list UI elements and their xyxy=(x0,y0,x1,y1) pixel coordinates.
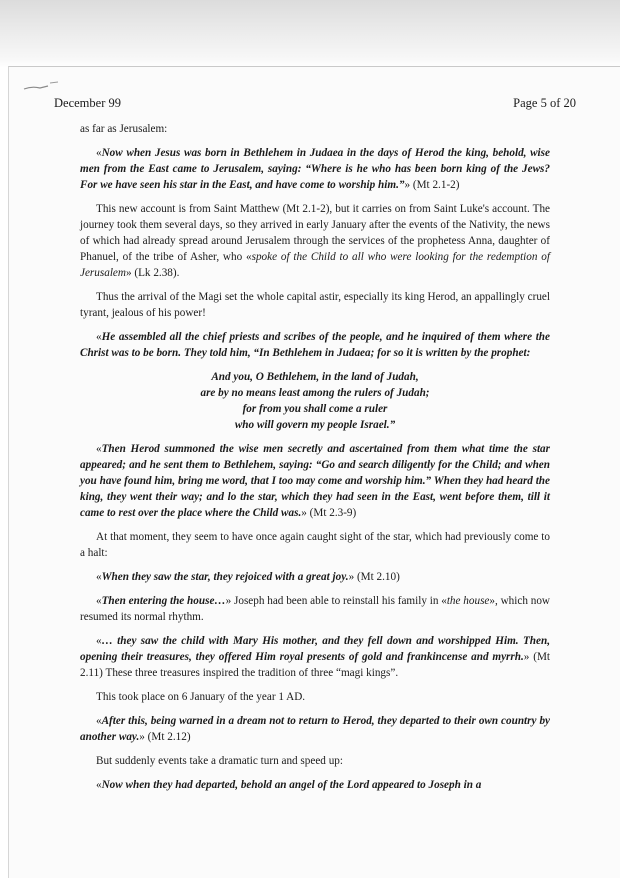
scripture-reference: (Mt 2.1-2) xyxy=(410,179,460,191)
paragraph-10 xyxy=(80,633,550,681)
paragraph-8 xyxy=(80,569,550,585)
open-quote: « xyxy=(96,443,102,455)
scripture-quote: After this, being warned in a dream not to return to Herod, they departed to their own country by another way. xyxy=(80,715,550,743)
scripture-quote: He assembled all the chief priests and scribes of the people, and he inquired of them where the Christ was to be born. They told him, “In Bethlehem in Judaea; for so it is written by the prophet: xyxy=(80,331,550,359)
scripture-quote: Now when Jesus was born in Bethlehem in Judaea in the days of Herod the king, behold, wise men from the East came to Jerusalem, saying: “Where is he who has been born king of the Jews? For we have seen his star in the East, and have come to worship him.” xyxy=(80,147,550,191)
prophecy-verse xyxy=(80,369,550,433)
verse-line: are by no means least among the rulers of Judah; xyxy=(200,387,430,399)
close-quote: » xyxy=(523,651,530,663)
scripture-quote: When they saw the star, they rejoiced with a great joy. xyxy=(101,571,349,583)
open-quote: « xyxy=(96,779,102,791)
open-quote: « xyxy=(96,635,102,647)
header-page-number: Page 5 of 20 xyxy=(513,96,576,110)
close-quote: » xyxy=(139,731,145,743)
page-header xyxy=(54,96,576,111)
paragraph-1: as far as Jerusalem: xyxy=(80,123,168,135)
paragraph-14 xyxy=(80,777,550,793)
open-quote: « xyxy=(96,715,102,727)
open-quote: « xyxy=(96,571,102,583)
verse-line: who will govern my people Israel.” xyxy=(234,419,396,431)
paragraph-text: (Mt 2.11) These three treasures inspired the tradition of three “magi kings”. xyxy=(80,651,550,679)
paragraph-3 xyxy=(80,201,550,281)
scripture-reference: » (Lk 2.38). xyxy=(125,267,180,279)
paragraph-4: Thus the arrival of the Magi set the whole capital astir, especially its king Herod, an appallingly cruel tyrant, jealous of his power! xyxy=(80,291,550,319)
scripture-quote: spoke of the Child to all who were looking for the redemption of Jerusalem xyxy=(80,251,550,279)
paragraph-9 xyxy=(80,593,550,625)
open-quote: « xyxy=(96,147,102,159)
scripture-quote: Then Herod summoned the wise men secretly and ascertained from them what time the star appeared; and he sent them to Bethlehem, saying: “Go and search diligently for the Child; and when you have found him, bring me word, that I too may come and worship him.” When they had heard the king, they went their way; and lo the star, which they had seen in the East, went before them, till it came to rest over the place where the Child was. xyxy=(80,443,550,519)
scan-background xyxy=(0,0,620,68)
verse-line: for from you shall come a ruler xyxy=(242,403,388,415)
scripture-quote: the house xyxy=(446,595,490,607)
close-quote: » xyxy=(404,179,411,191)
scripture-reference: (Mt 2.12) xyxy=(144,731,191,743)
scripture-reference: (Mt 2.10) xyxy=(354,571,400,583)
close-quote: » xyxy=(301,507,307,519)
paragraph-2 xyxy=(80,145,550,193)
scripture-reference: (Mt 2.3-9) xyxy=(306,507,357,519)
paragraph-7: At that moment, they seem to have once again caught sight of the star, which had previously come to a halt: xyxy=(80,531,550,559)
document-body xyxy=(80,121,550,801)
paragraph-5 xyxy=(80,329,550,361)
scripture-quote: Then entering the house… xyxy=(101,595,226,607)
paragraph-13: But suddenly events take a dramatic turn and speed up: xyxy=(96,755,343,767)
scripture-quote: … they saw the child with Mary His mother, and they fell down and worshipped Him. Then, opening their treasures, they offered Him royal presents of gold and frankincense and myrrh. xyxy=(80,635,550,663)
verse-line: And you, O Bethlehem, in the land of Judah, xyxy=(211,371,419,383)
paragraph-text: », which now resumed its normal rhythm. xyxy=(80,595,550,623)
open-quote: « xyxy=(96,331,102,343)
paragraph-6 xyxy=(80,441,550,521)
close-quote: » xyxy=(348,571,355,583)
paragraph-11: This took place on 6 January of the year 1 AD. xyxy=(96,691,306,703)
paragraph-text: » Joseph had been able to reinstall his family in « xyxy=(225,595,447,607)
open-quote: « xyxy=(96,595,102,607)
paragraph-text: This new account is from Saint Matthew (Mt 2.1-2), but it carries on from Saint Luke's account. The journey took them several days, so they arrived in early January after the events of the Nativity, the news of which had already spread around Jerusalem through the services of the prophetess Anna, daughter of Phanuel, of the tribe of Asher, who « xyxy=(80,203,550,263)
paragraph-12 xyxy=(80,713,550,745)
header-date: December 99 xyxy=(54,96,121,110)
staple-mark-icon xyxy=(22,80,62,94)
scripture-quote: Now when they had departed, behold an angel of the Lord appeared to Joseph in a xyxy=(101,779,482,791)
